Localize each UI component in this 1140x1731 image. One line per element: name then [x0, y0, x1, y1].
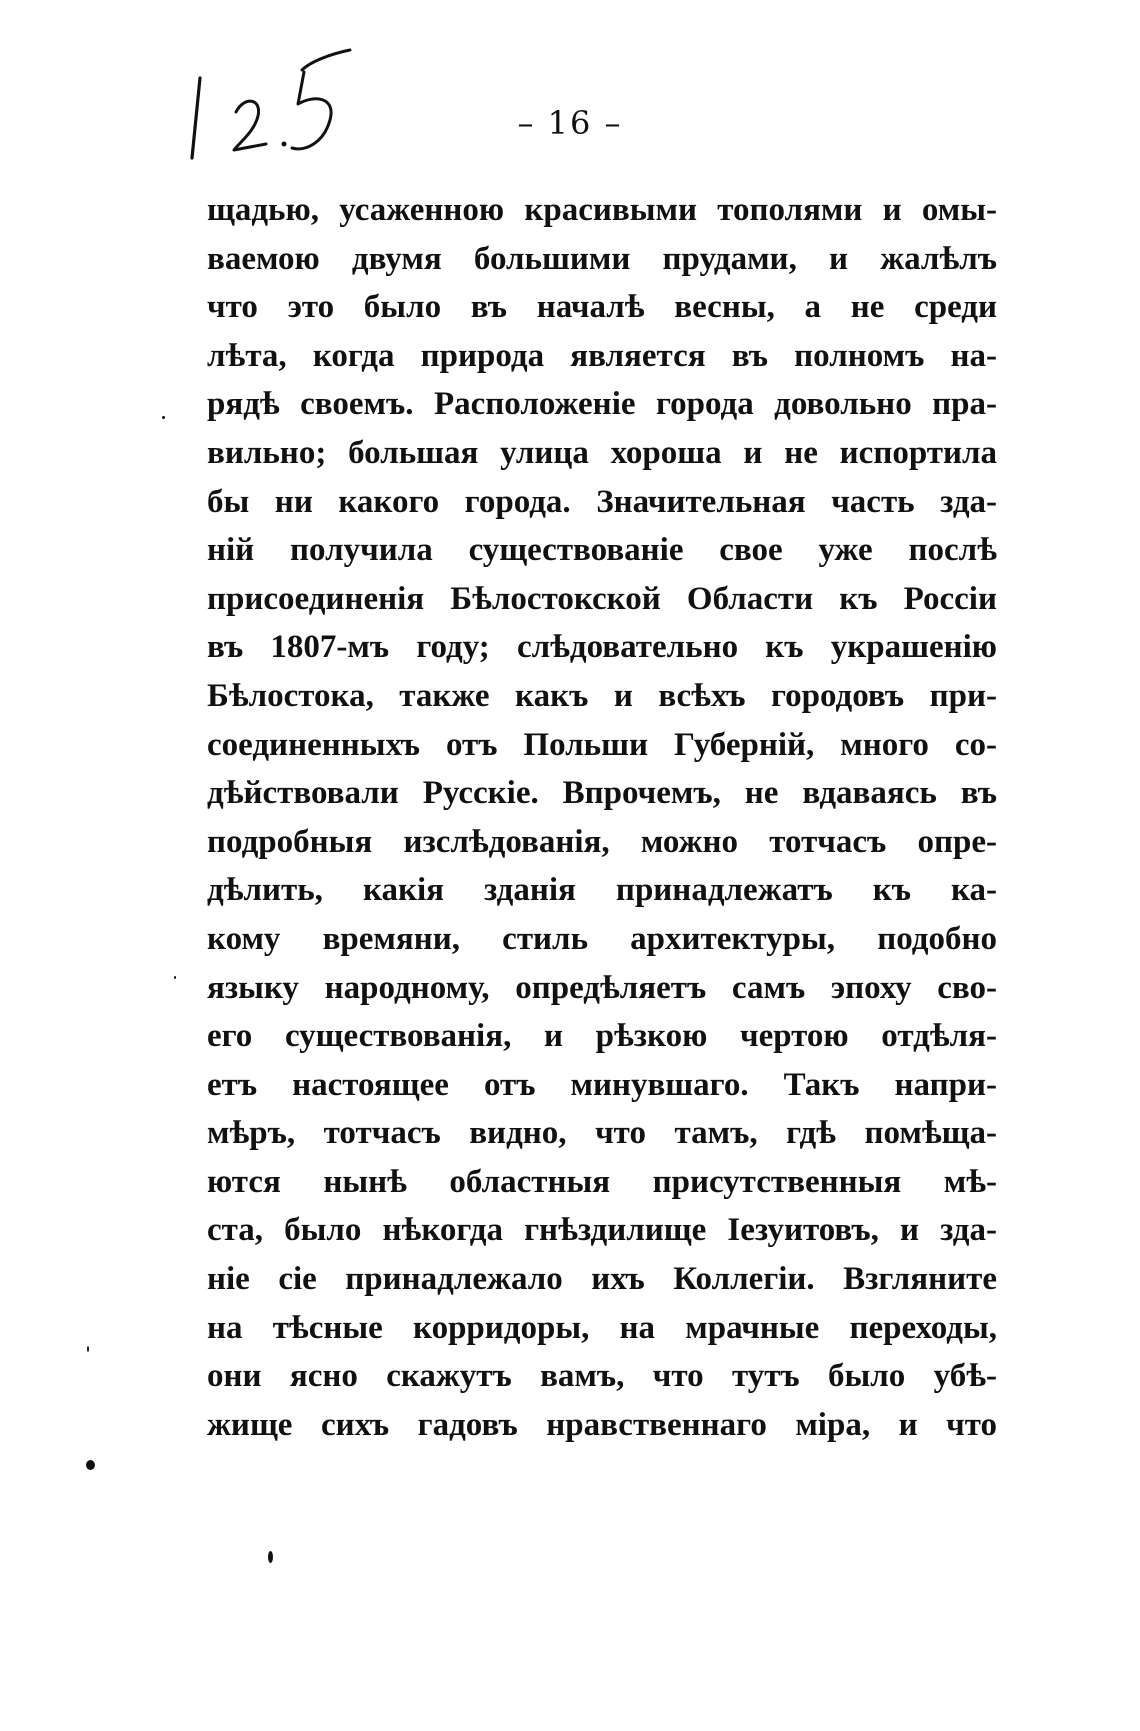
- text-line: его существованія, и рѣзкою чертою отдѣля-: [207, 1018, 997, 1055]
- text-line: жище сихъ гадовъ нравственнаго міра, и что: [207, 1406, 997, 1443]
- scan-speck: [268, 1551, 273, 1563]
- text-line: рядѣ своемъ. Расположеніе города довольно пра-: [207, 386, 997, 423]
- text-line: они ясно скажутъ вамъ, что тутъ было убѣ-: [207, 1358, 997, 1395]
- text-line: кому времяни, стиль архитектуры, подобно: [207, 920, 997, 957]
- scan-speck: [87, 1346, 89, 1352]
- text-line: присоединенія Бѣлостокской Области къ Россіи: [207, 580, 997, 617]
- text-line: лѣта, когда природа является въ полномъ на-: [207, 337, 997, 374]
- body-text: [207, 186, 997, 1449]
- scan-speck: [162, 416, 165, 419]
- text-line: ста, было нѣкогда гнѣздилище Іезуитовъ, и зда-: [207, 1212, 997, 1249]
- page-number: – 16 –: [517, 104, 623, 142]
- text-line: подробныя изслѣдованія, можно тотчасъ опре-: [207, 823, 997, 860]
- text-line: етъ настоящее отъ минувшаго. Такъ напри-: [207, 1066, 997, 1103]
- text-line: на тѣсные корридоры, на мрачные переходы,: [207, 1309, 997, 1346]
- text-line: Бѣлостока, также какъ и всѣхъ городовъ при-: [207, 677, 997, 714]
- text-line: ваемою двумя большими прудами, и жалѣлъ: [207, 240, 997, 277]
- text-line: ній получила существованіе свое уже послѣ: [207, 532, 997, 569]
- text-line: мѣръ, тотчасъ видно, что тамъ, гдѣ помѣща-: [207, 1115, 997, 1152]
- scan-speck: [86, 1460, 95, 1470]
- text-line: что это было въ началѣ весны, а не среди: [207, 289, 997, 326]
- text-line: языку народному, опредѣляетъ самъ эпоху сво-: [207, 969, 997, 1006]
- text-line: въ 1807-мъ году; слѣдовательно къ украшенію: [207, 629, 997, 666]
- scan-speck: [174, 976, 176, 979]
- text-line: дѣлить, какія зданія принадлежатъ къ ка-: [207, 872, 997, 909]
- text-line: дѣйствовали Русскіе. Впрочемъ, не вдаваясь въ: [207, 775, 997, 812]
- text-line: щадью, усаженною красивыми тополями и омы-: [207, 192, 997, 228]
- text-line: бы ни какого города. Значительная часть зда-: [207, 483, 997, 520]
- text-line: ются нынѣ областныя присутственныя мѣ-: [207, 1163, 997, 1200]
- text-line: ніе сіе принадлежало ихъ Коллегіи. Взгляните: [207, 1261, 997, 1298]
- text-line: вильно; большая улица хороша и не испортила: [207, 434, 997, 471]
- text-line: соединенныхъ отъ Польши Губерній, много со-: [207, 726, 997, 763]
